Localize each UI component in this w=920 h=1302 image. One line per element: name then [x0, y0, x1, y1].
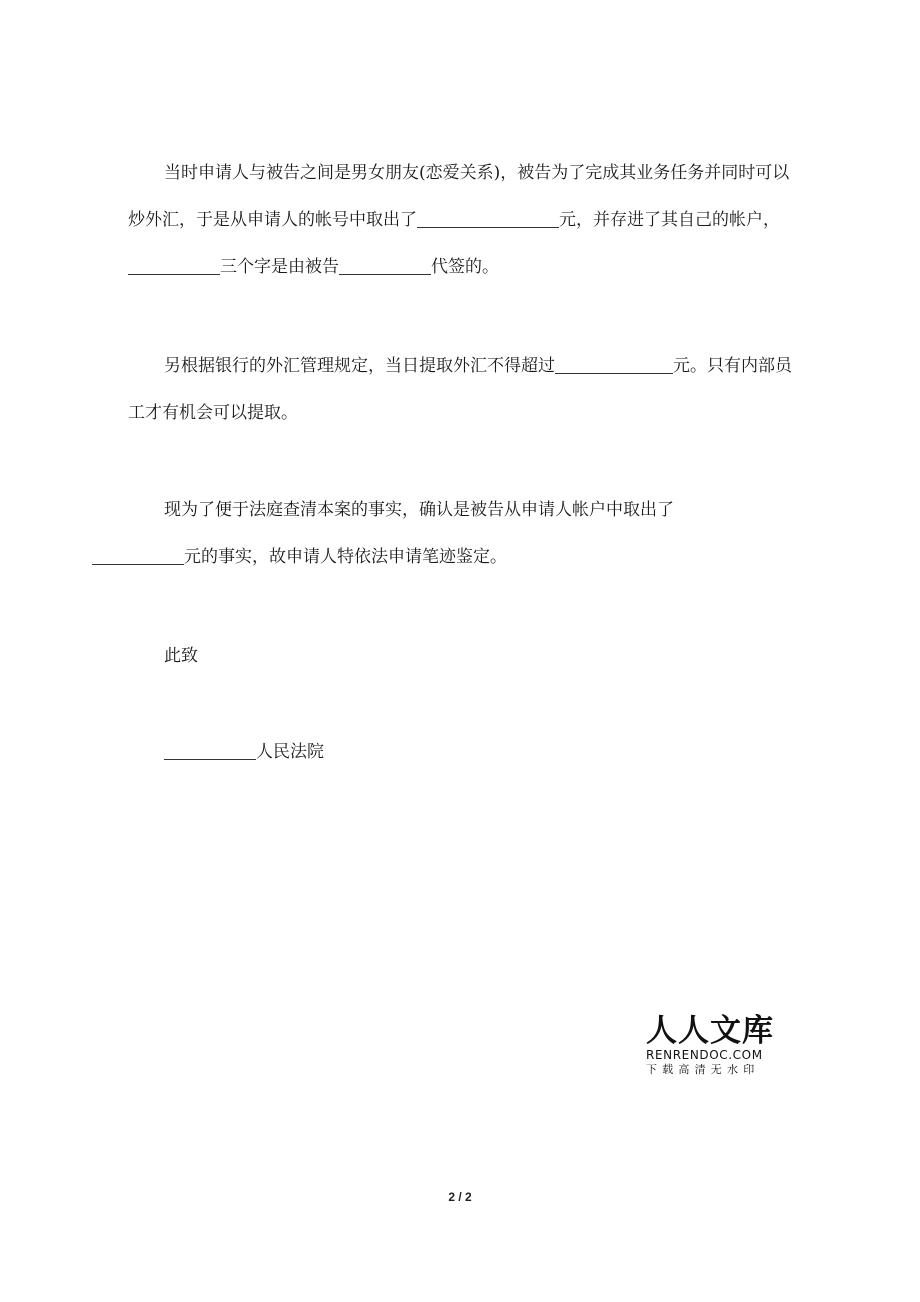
court-recipient [128, 729, 792, 776]
text-segment: 现为了便于法庭查清本案的事实，确认是被告从申请人帐户中取出了 [164, 500, 674, 520]
text-segment: 三个字是由被告 [220, 257, 339, 277]
paragraph-fact-statement [128, 150, 792, 291]
blank-signature-field[interactable] [128, 257, 220, 275]
text-segment: 当时申请人与被告之间是男女朋友(恋爱关系)，被告为了完成其业务任务并同时可以炒外汇，于是从申请人的帐号中取出了 [128, 163, 790, 230]
text-segment: 元的事实，故申请人特依法申请笔迹鉴定。 [184, 547, 507, 567]
blank-court-name-field[interactable] [164, 742, 256, 760]
logo-url: RENRENDOC.COM [646, 1048, 763, 1062]
logo-subtitle: 下载高清无水印 [646, 1063, 760, 1076]
blank-withdrawn-amount-field[interactable] [92, 547, 184, 565]
renrendoc-logo [646, 1014, 776, 1077]
court-label: 人民法院 [256, 742, 324, 762]
blank-limit-field[interactable] [555, 356, 673, 374]
blank-signer-field[interactable] [339, 257, 431, 275]
page-number: 2 / 2 [448, 1190, 472, 1204]
paragraph-bank-regulation [128, 343, 792, 437]
text-segment: 元，并存进了其自己的帐户， [559, 210, 780, 230]
paragraph-request [128, 487, 792, 581]
salutation: 此致 [164, 646, 198, 666]
blank-amount-field[interactable] [417, 210, 559, 228]
text-segment: 另根据银行的外汇管理规定，当日提取外汇不得超过 [164, 356, 555, 376]
text-segment: 元。只有内部员工才有机会可以提取。 [128, 356, 792, 423]
text-segment: 代签的。 [431, 257, 499, 277]
logo-title: 人人文库 [646, 1013, 774, 1049]
